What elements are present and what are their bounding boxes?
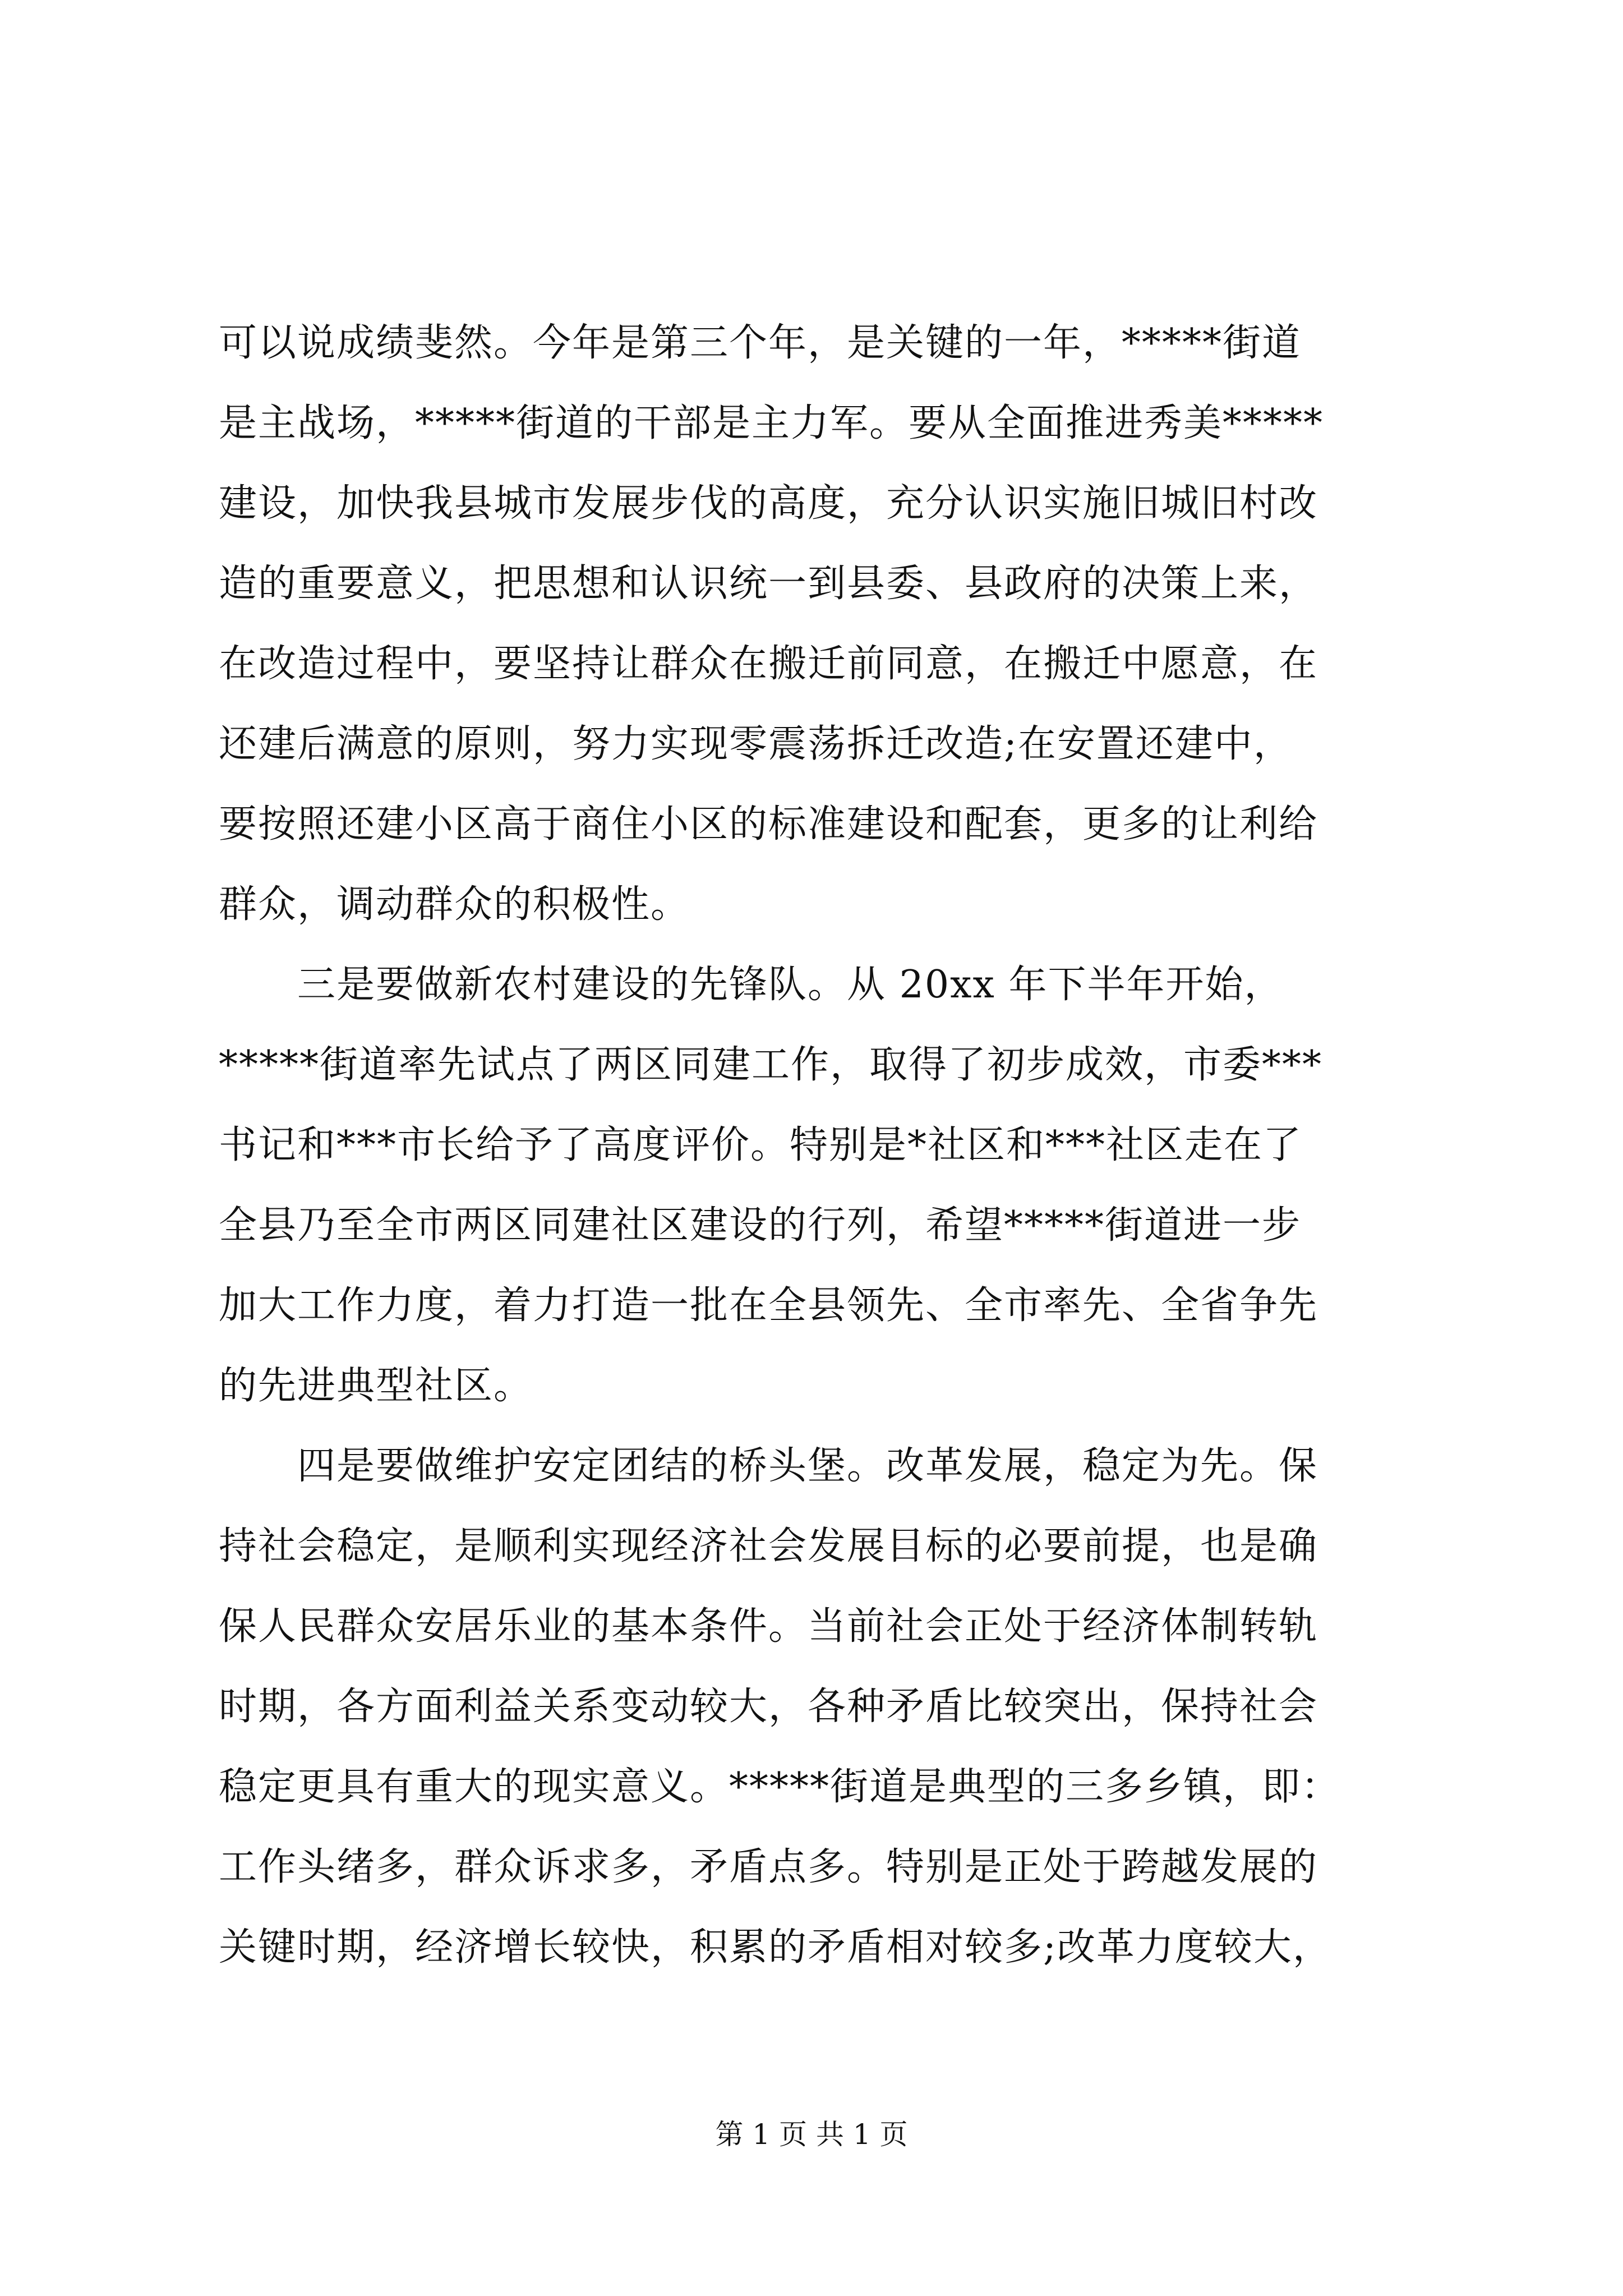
paragraph-start-line: 三是要做新农村建设的先锋队。从 20xx 年下半年开始， (297, 963, 1284, 1007)
text-line: 还建后满意的原则，努力实现零震荡拆迁改造;在安置还建中， (219, 722, 1293, 766)
text-line: 的先进典型社区。 (219, 1364, 533, 1408)
paragraph-start-line: 四是要做维护安定团结的桥头堡。改革发展，稳定为先。保 (297, 1444, 1318, 1488)
text-line: 持社会稳定，是顺利实现经济社会发展目标的必要前提，也是确 (219, 1524, 1318, 1568)
page-number: 第 1 页 共 1 页 (715, 2118, 908, 2151)
text-line: 要按照还建小区高于商住小区的标准建设和配套，更多的让利给 (219, 802, 1318, 846)
text-line: 工作头绪多，群众诉求多，矛盾点多。特别是正处于跨越发展的 (219, 1845, 1318, 1889)
text-line: 建设，加快我县城市发展步伐的高度，充分认识实施旧城旧村改 (219, 481, 1318, 526)
text-line: 稳定更具有重大的现实意义。*****街道是典型的三多乡镇，即： (219, 1765, 1341, 1809)
text-line: 加大工作力度，着力打造一批在全县领先、全市率先、全省争先 (219, 1283, 1318, 1328)
text-line: 全县乃至全市两区同建社区建设的行列，希望*****街道进一步 (219, 1203, 1302, 1248)
text-line: 群众，调动群众的积极性。 (219, 882, 690, 927)
text-line: 关键时期，经济增长较快，积累的矛盾相对较多;改革力度较大， (219, 1925, 1332, 1970)
text-line: 造的重要意义，把思想和认识统一到县委、县政府的决策上来， (219, 562, 1318, 606)
text-line: 书记和***市长给予了高度评价。特别是*社区和***社区走在了 (219, 1123, 1303, 1167)
text-line: 是主战场，*****街道的干部是主力军。要从全面推进秀美***** (219, 401, 1324, 445)
text-line: 时期，各方面利益关系变动较大，各种矛盾比较突出，保持社会 (219, 1685, 1318, 1729)
text-line: 保人民群众安居乐业的基本条件。当前社会正处于经济体制转轨 (219, 1604, 1318, 1649)
text-line: 可以说成绩斐然。今年是第三个年，是关键的一年，*****街道 (219, 321, 1302, 365)
body-text (219, 303, 1436, 1987)
page-footer (0, 2118, 1623, 2151)
text-line: *****街道率先试点了两区同建工作，取得了初步成效，市委*** (219, 1043, 1323, 1087)
text-line: 在改造过程中，要坚持让群众在搬迁前同意，在搬迁中愿意，在 (219, 642, 1318, 686)
